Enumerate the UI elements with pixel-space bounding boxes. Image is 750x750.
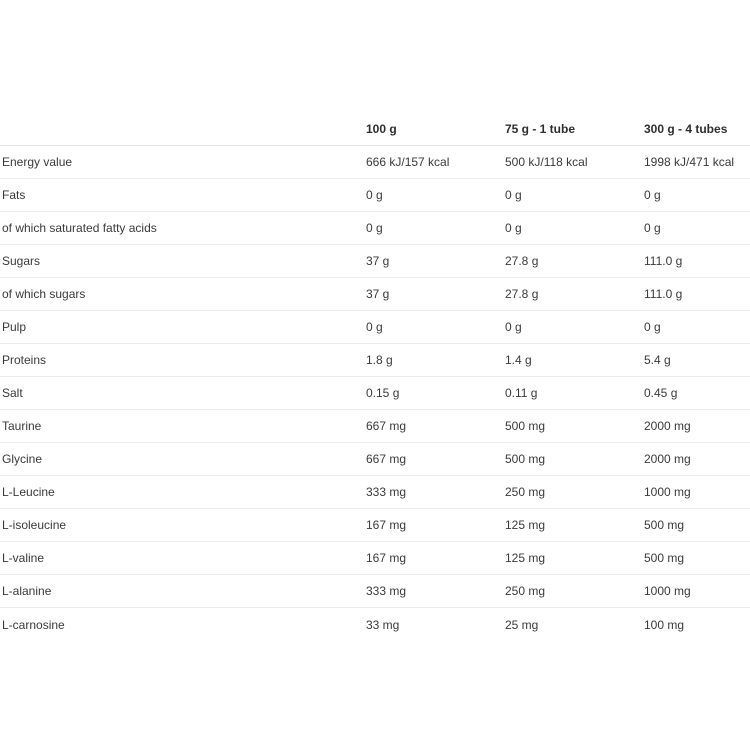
per-100g-cell: 37 g [366,254,390,268]
per-tube-cell: 500 mg [505,452,546,466]
table-body [0,146,750,641]
table-row [0,311,750,344]
per-100g-cell: 1.8 g [366,353,393,367]
per-100g-cell: 0 g [366,320,383,334]
per-100g-cell: 333 mg [366,584,407,598]
per-tube-cell: 1.4 g [505,353,532,367]
table-row [0,146,750,179]
per-4-tubes-cell: 0.45 g [644,386,678,400]
per-100g-cell: 37 g [366,287,390,301]
per-100g-cell: 667 mg [366,452,407,466]
per-tube-cell: 500 mg [505,419,546,433]
table-row [0,608,750,641]
per-4-tubes-cell: 2000 mg [644,419,691,433]
table-row [0,542,750,575]
per-4-tubes-cell: 1000 mg [644,584,691,598]
per-4-tubes-cell: 5.4 g [644,353,671,367]
per-4-tubes-cell: 500 mg [644,551,685,565]
nutrient-name-cell: L-Leucine [2,485,55,499]
per-100g-cell: 167 mg [366,551,407,565]
table-row [0,179,750,212]
per-4-tubes-cell: 111.0 g [644,254,683,268]
nutrient-name-cell: Proteins [2,353,47,367]
per-tube-cell: 25 mg [505,617,539,632]
per-4-tubes-cell: 1000 mg [644,485,691,499]
per-tube-cell: 0 g [505,188,522,202]
per-100g-cell: 666 kJ/157 kcal [366,155,450,169]
per-4-tubes-cell: 0 g [644,188,661,202]
nutrient-name-cell: Pulp [2,320,27,334]
nutrient-name-cell: of which sugars [2,287,86,301]
per-100g-cell: 333 mg [366,485,407,499]
per-tube-cell: 0 g [505,221,522,235]
nutrient-name-cell: L-carnosine [2,617,65,632]
per-tube-cell: 125 mg [505,518,546,532]
header-cell-per-tube: 75 g - 1 tube [505,121,576,136]
nutrient-name-cell: Glycine [2,452,43,466]
per-tube-cell: 125 mg [505,551,546,565]
per-100g-cell: 0 g [366,221,383,235]
header-cell-per-4-tubes: 300 g - 4 tubes [644,121,728,136]
per-4-tubes-cell: 0 g [644,320,661,334]
per-4-tubes-cell: 111.0 g [644,287,683,301]
nutrient-name-cell: L-isoleucine [2,518,67,532]
per-4-tubes-cell: 500 mg [644,518,685,532]
nutrient-name-cell: of which saturated fatty acids [2,221,157,235]
table-row [0,344,750,377]
nutrition-table [0,112,750,641]
table-row [0,410,750,443]
per-100g-cell: 0.15 g [366,386,400,400]
nutrient-name-cell: L-valine [2,551,45,565]
nutrient-name-cell: Taurine [2,419,42,433]
nutrient-name-cell: Energy value [2,155,73,169]
per-4-tubes-cell: 0 g [644,221,661,235]
table-row [0,509,750,542]
per-100g-cell: 667 mg [366,419,407,433]
table-row [0,245,750,278]
table-row [0,443,750,476]
per-tube-cell: 0.11 g [505,386,538,400]
per-100g-cell: 0 g [366,188,383,202]
table-row [0,377,750,410]
table-row [0,278,750,311]
per-tube-cell: 0 g [505,320,522,334]
nutrient-name-cell: L-alanine [2,584,52,598]
per-tube-cell: 250 mg [505,485,546,499]
per-4-tubes-cell: 1998 kJ/471 kcal [644,155,735,169]
per-4-tubes-cell: 100 mg [644,617,685,632]
nutrient-name-cell: Salt [2,386,23,400]
per-tube-cell: 27.8 g [505,254,539,268]
per-tube-cell: 250 mg [505,584,546,598]
nutrient-name-cell: Sugars [2,254,41,268]
per-100g-cell: 167 mg [366,518,407,532]
table-row [0,212,750,245]
per-4-tubes-cell: 2000 mg [644,452,691,466]
per-100g-cell: 33 mg [366,617,400,632]
per-tube-cell: 500 kJ/118 kcal [505,155,588,169]
table-header-row [0,112,750,146]
nutrient-name-cell: Fats [2,188,26,202]
header-cell-per-100g: 100 g [366,121,397,136]
table-row [0,476,750,509]
table-row [0,575,750,608]
per-tube-cell: 27.8 g [505,287,539,301]
